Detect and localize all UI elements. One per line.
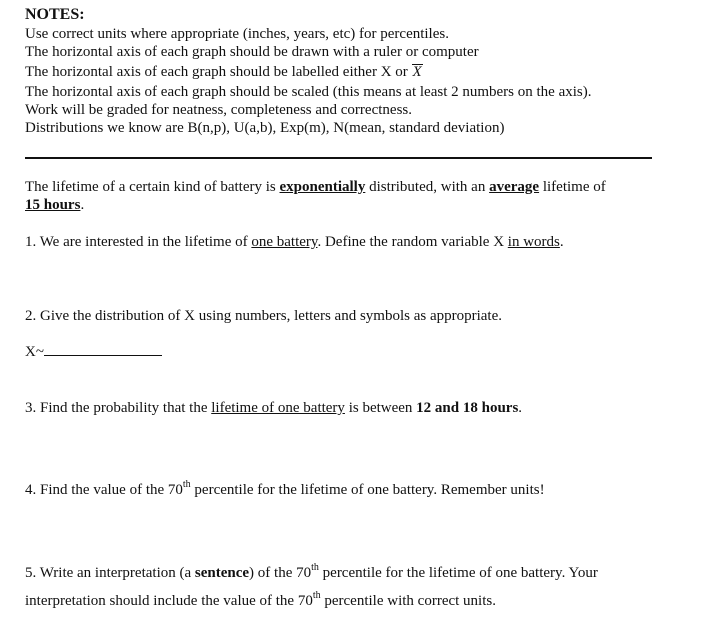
q3-lifetime: lifetime of one battery xyxy=(211,400,345,416)
q5-sentence: sentence xyxy=(194,565,250,581)
q1-end: . xyxy=(559,234,564,250)
q5-line2-text-2: percentile with correct units. xyxy=(320,593,496,609)
q3-text-1: 3. Find the probability that the xyxy=(25,400,212,416)
q5-superscript: th xyxy=(311,562,319,573)
note-label-text: The horizontal axis of each graph should be labelled either X or xyxy=(25,64,412,80)
q1-text-2: . Define the random variable X xyxy=(317,234,508,250)
question-1 xyxy=(25,233,564,251)
x-bar-symbol: X xyxy=(412,64,422,80)
note-label xyxy=(25,63,423,81)
question-3 xyxy=(25,399,522,417)
note-units: Use correct units where appropriate (inches, years, etc) for percentiles. xyxy=(25,26,449,42)
q5-text-3: percentile for the lifetime of one battery. Your xyxy=(318,565,598,581)
q5-text-1: 5. Write an interpretation (a xyxy=(25,565,195,581)
intro-average: average xyxy=(489,179,540,195)
section-divider xyxy=(25,157,652,159)
q3-text-2: is between xyxy=(344,400,417,416)
q2-answer-prefix: X~ xyxy=(25,344,44,360)
intro-text-1: The lifetime of a certain kind of battery is xyxy=(25,179,280,195)
q3-end: . xyxy=(518,400,523,416)
q2-answer-line xyxy=(25,343,162,361)
question-4 xyxy=(25,481,545,499)
intro-hours: 15 hours xyxy=(25,197,81,213)
question-5-line-2 xyxy=(25,592,496,610)
q5-line2-text-1: interpretation should include the value of the 70 xyxy=(25,593,313,609)
notes-title: NOTES: xyxy=(25,6,85,23)
intro-line-2 xyxy=(25,196,84,214)
q2-answer-blank[interactable] xyxy=(44,343,162,356)
q4-text-1: 4. Find the value of the 70 xyxy=(25,482,183,498)
intro-line-1 xyxy=(25,178,606,196)
intro-text-2: distributed, with an xyxy=(365,179,490,195)
question-2: 2. Give the distribution of X using numbers, letters and symbols as appropriate. xyxy=(25,308,503,324)
question-5-line-1 xyxy=(25,564,598,582)
q1-one-battery: one battery xyxy=(251,234,318,250)
note-grading: Work will be graded for neatness, completeness and correctness. xyxy=(25,102,412,118)
note-distributions: Distributions we know are B(n,p), U(a,b), Exp(m), N(mean, standard deviation) xyxy=(25,120,505,136)
q1-in-words: in words xyxy=(507,234,560,250)
q1-text-1: 1. We are interested in the lifetime of xyxy=(25,234,252,250)
q5-text-2: ) of the 70 xyxy=(249,565,312,581)
note-ruler: The horizontal axis of each graph should be drawn with a ruler or computer xyxy=(25,44,479,60)
intro-exponentially: exponentially xyxy=(279,179,366,195)
note-scaled: The horizontal axis of each graph should be scaled (this means at least 2 numbers on the axis). xyxy=(25,84,592,100)
q4-superscript: th xyxy=(182,479,191,490)
intro-end: . xyxy=(80,197,85,213)
q4-text-2: percentile for the lifetime of one battery. Remember units! xyxy=(190,482,545,498)
intro-text-3: lifetime of xyxy=(539,179,606,195)
q5-superscript-2: th xyxy=(312,590,321,601)
q3-range: 12 and 18 hours xyxy=(416,400,519,416)
